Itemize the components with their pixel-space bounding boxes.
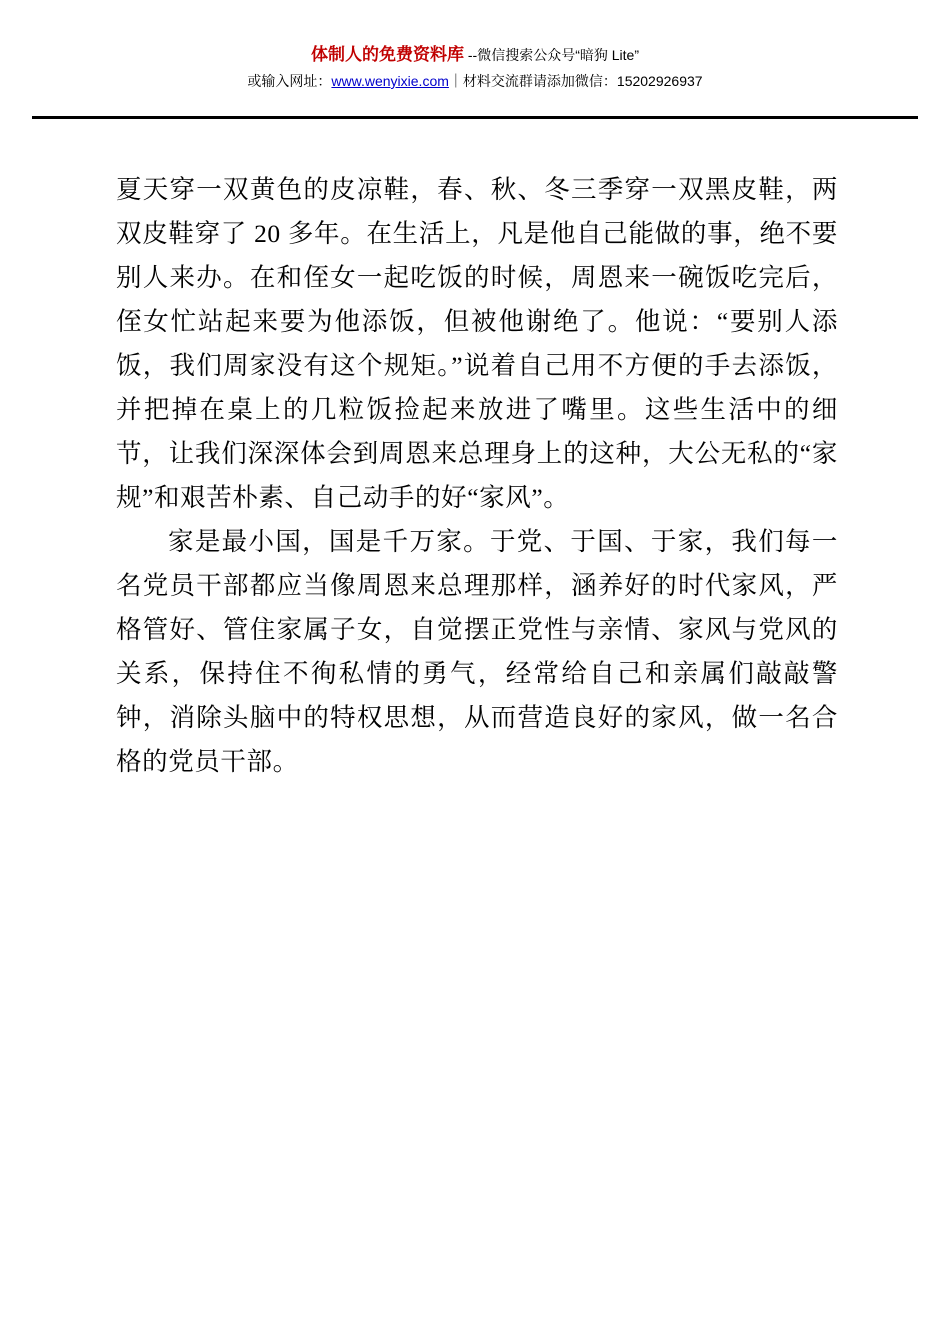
promo-contact-note: ｜材料交流群请添加微信：15202926937 [448,73,703,89]
promo-brand-title: 体制人的免费资料库 [311,45,464,64]
body-paragraph-2: 家是最小国，国是千万家。于党、于国、于家，我们每一名党员干部都应当像周恩来总理那样，涵养好的时代家风，严格管好、管住家属子女，自觉摆正党性与亲情、家风与党风的关系，保持住不徇私情的勇气，经常给自己和亲属们敲敲警钟，消除头脑中的特权思想，从而营造良好的家风，做一名合格的党员干部。 [116,527,838,776]
promo-header-line-1 [0,44,950,67]
promo-site-prefix: 或输入网址： [247,73,332,89]
promo-header-line-2 [0,70,950,92]
document-body [116,168,838,784]
body-paragraph-1: 夏天穿一双黄色的皮凉鞋，春、秋、冬三季穿一双黑皮鞋，两双皮鞋穿了 20 多年。在生活上，凡是他自己能做的事，绝不要别人来办。在和侄女一起吃饭的时候，周恩来一碗饭吃完后，侄女忙站起来要为他添饭，但被他谢绝了。他说：“要别人添饭，我们周家没有这个规矩。”说着自己用不方便的手去添饭，并把掉在桌上的几粒饭捡起来放进了嘴里。这些生活中的细节，让我们深深体会到周恩来总理身上的这种，大公无私的“家规”和艰苦朴素、自己动手的好“家风”。 [116,175,838,512]
header-divider [32,116,918,119]
promo-wechat-note: --微信搜索公众号“暗狗 Lite” [464,47,639,63]
promo-header [0,0,950,92]
promo-site-link[interactable]: www.wenyixie.com [331,73,449,89]
